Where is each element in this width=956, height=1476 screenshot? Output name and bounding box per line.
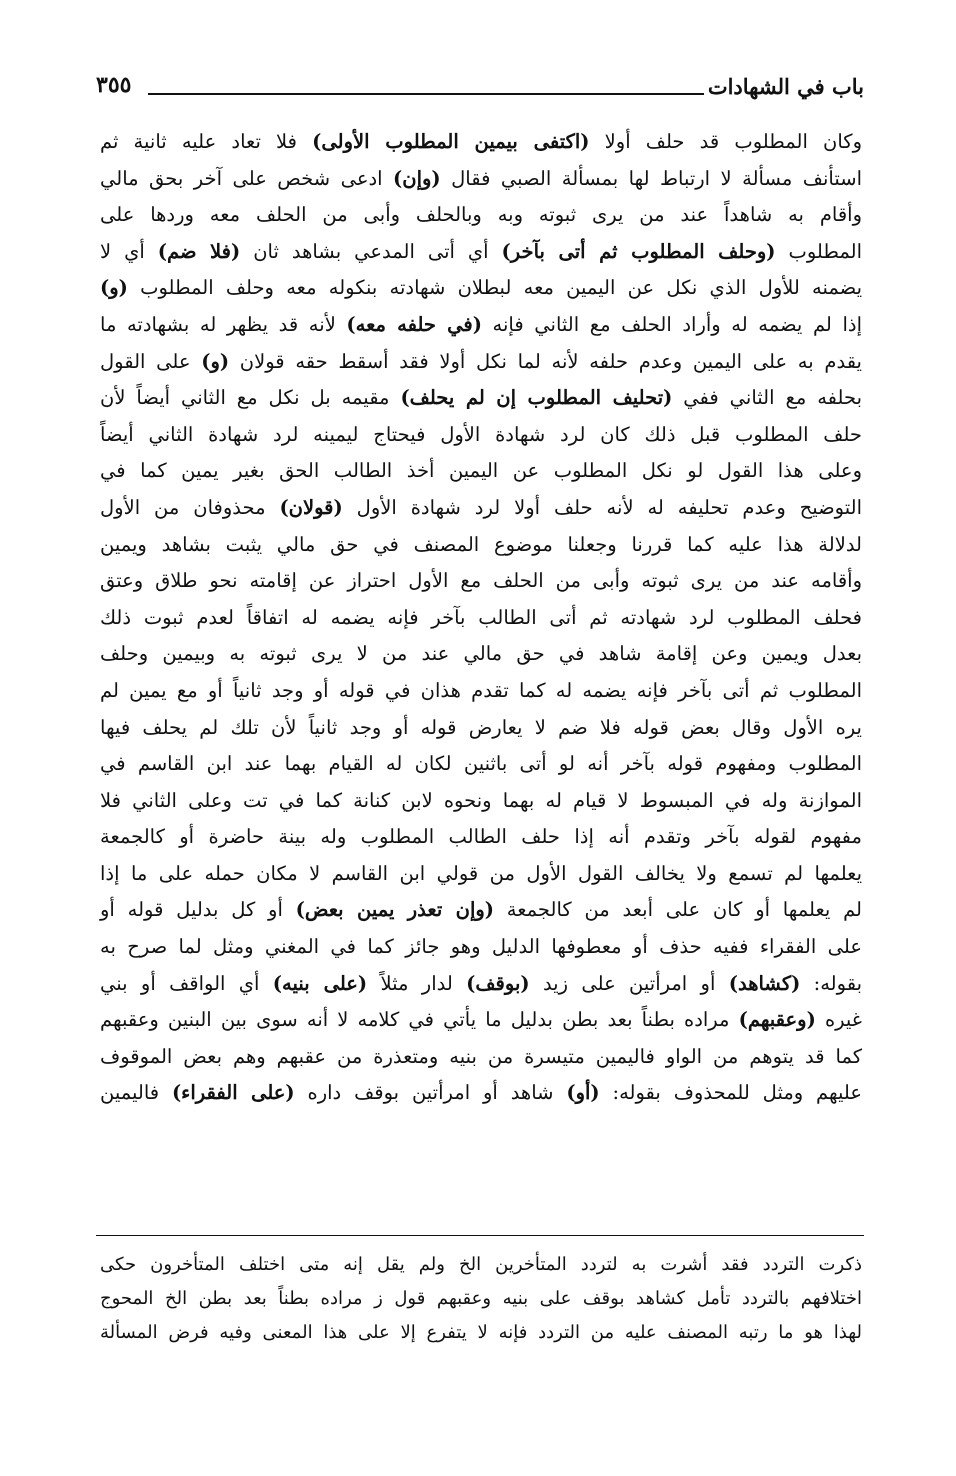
text-segment: لأنه قد يظهر له بشهادته ما [100,312,347,336]
text-segment: استأنف مسألة لا ارتباط لها بمسألة الصبي فقال [440,166,862,190]
text-segment: فحلف المطلوب لرد شهادته ثم أتى الطالب بآخر فإنه يضمه له اتفاقاً لعدم ثبوت ذلك [100,605,862,629]
text-line [100,600,862,637]
text-line [100,856,862,893]
text-segment: على القول [100,349,202,373]
text-line [100,417,862,454]
bold-matn-segment: (وإن تعذر يمين بعض) [295,898,494,922]
text-line [100,966,862,1003]
text-line [100,710,862,747]
bold-matn-segment: (و) [100,276,128,300]
text-segment: المطلوب ومفهوم قوله بآخر أنه لو أتى باثنين لكان له القيام بهما عند ابن القاسم في [100,752,862,776]
text-line [100,380,862,417]
text-line [100,783,862,820]
text-segment: لم يعلمها أو كان على أبعد من كالجمعة [494,898,862,922]
text-segment: لدار مثلاً [367,971,467,995]
text-line [100,197,862,234]
text-segment: بقوله: [800,971,862,995]
bold-matn-segment: (وحلف المطلوب ثم أتى بآخر) [501,239,776,263]
text-segment: أي لا [100,239,158,263]
text-line [100,1002,862,1039]
bold-matn-segment: (على بنيه) [272,971,368,995]
text-segment: على الفقراء ففيه حذف أو معطوفها الدليل وهو جائز كما في المغني ومثل لما صرح به [100,935,862,959]
page-number: ٣٥٥ [96,72,132,98]
text-segment: محذوفان من الأول [100,495,280,519]
text-line [100,673,862,710]
text-segment: يقدم به على اليمين وعدم حلفه لأنه لما نكل أولا فقد أسقط حقه قولان [229,349,862,373]
text-line [100,161,862,198]
text-line [100,563,862,600]
footnote-line: ذكرت التردد فقد أشرت به لتردد المتأخرين الخ ولم يقل إنه متى اختلف المتأخرون حكى [100,1254,862,1275]
text-segment: كما قد يتوهم من الواو فاليمين متيسرة من بنيه ومتعذرة من عقبهم وهم بعض الموقوف [100,1044,862,1068]
text-line [100,307,862,344]
footnote-divider [96,1235,864,1236]
text-line [100,344,862,381]
text-line [100,453,862,490]
text-line [100,1039,862,1076]
text-segment: وأقامه عند من يرى ثبوته وأبى من الحلف مع الأول احتراز عن إقامته نحو طلاق وعتق [100,569,862,593]
text-segment: وأقام به شاهداً عند من يرى ثبوته وبه وبالحلف وأبى من الحلف معه وردها على [100,203,862,227]
text-segment: شاهد أو امرأتين بوقف داره [294,1081,567,1105]
text-segment: مراده بطناً بعد بطن بدليل ما يأتي في كلامه لا أنه سوى بين البنين وعقبهم [100,1008,739,1032]
bold-matn-segment: (وعقبهم) [738,1008,816,1032]
text-segment: التوضيح وعدم تحليفه له لأنه حلف أولا لرد شهادة الأول [342,495,863,519]
text-segment: وعلى هذا القول لو نكل المطلوب عن اليمين أخذ الطالب الحق بغير يمين كما في [100,459,862,483]
text-segment: أو كل بدليل قوله أو [100,898,296,922]
text-segment: حلف المطلوب قبل ذلك كان لرد شهادة الأول فيحتاج ليمينه لرد شهادة الثاني أيضاً [100,422,862,446]
text-segment: يضمنه للأول الذي نكل عن اليمين معه لبطلان شهادته بنكوله معه وحلف المطلوب [127,276,862,300]
bold-matn-segment: (في حلفه معه) [346,312,482,336]
bold-matn-segment: (كشاهد) [728,971,801,995]
bold-matn-segment: (قولان) [279,495,343,519]
bold-matn-segment: (و) [201,349,230,373]
bold-matn-segment: (بوقف) [466,971,530,995]
text-segment: إذا لم يضمه له وأراد الحلف مع الثاني فإنه [481,312,862,336]
text-line [100,270,862,307]
main-text [100,124,862,1112]
bold-matn-segment: (اكتفى بيمين المطلوب الأولى) [312,130,590,153]
text-line [100,1075,862,1112]
text-segment: المطلوب [775,239,862,263]
footnote-line: لهذا هو ما رتبه المصنف عليه من التردد فإنه لا يتفرع إلا على هذا المعنى وفيه فرض المسألة [100,1322,862,1343]
text-segment: بحلفه مع الثاني ففي [672,386,863,410]
text-line [100,124,862,161]
text-segment: مفهوم لقوله بآخر وتقدم أنه إذا حلف الطالب المطلوب وله بينة حاضرة أو كالجمعة [100,825,862,849]
text-segment: فلا تعاد عليه ثانية ثم [100,130,313,153]
text-segment: يره الأول وقال بعض قوله فلا ضم لا يعارض قوله أو وجد ثانياً لأن تلك لم يحلف فيها [100,715,862,739]
bold-matn-segment: (وإن) [393,166,441,190]
bold-matn-segment: (تحليف المطلوب إن لم يحلف) [400,386,673,410]
text-segment: فاليمين [100,1081,172,1105]
text-line [100,746,862,783]
text-line [100,636,862,673]
bold-matn-segment: (أو) [566,1081,600,1105]
text-line [100,929,862,966]
bold-matn-segment: (فلا ضم) [157,239,241,263]
text-segment: أي أتى المدعي بشاهد ثان [240,239,502,263]
text-segment: غيره [815,1008,863,1032]
text-segment: المطلوب ثم أتى بآخر فإنه يضمه له كما تقدم هذان في قوله أو وجد ثانياً أو مع يمين لم [100,678,862,702]
text-segment: ادعى شخص على آخر بحق مالي [100,166,394,190]
header-rule [148,93,704,95]
text-line [100,527,862,564]
text-line [100,490,862,527]
page-header [96,68,864,108]
text-segment: أو امرأتين على زيد [529,971,729,995]
text-segment: وكان المطلوب قد حلف أولا [589,130,862,153]
footnote [100,1248,862,1350]
chapter-title: باب في الشهادات [707,74,864,99]
text-segment: الموازنة وله في المبسوط لا قيام له بهما ونحوه لابن كنانة كما في تت وعلى الثاني فلا [100,788,862,812]
text-line [100,819,862,856]
footnote-line: اختلافهم بالتردد تأمل كشاهد بوقف على بنيه وعقبهم قول ز مراده بطناً بعد بطن الخ المحوج [100,1288,862,1309]
text-segment: لدلالة هذا عليه كما قررنا وجعلنا موضوع المصنف في حق مالي يثبت بشاهد ويمين [100,532,862,556]
text-line [100,892,862,929]
bold-matn-segment: (على الفقراء) [171,1081,295,1105]
text-segment: بعدل ويمين وعن إقامة شاهد في حق مالي عند من لا يرى ثبوته به وبيمين وحلف [100,642,862,666]
text-segment: مقيمه بل نكل مع الثاني أيضاً لأن [100,386,401,410]
text-line [100,234,862,271]
text-segment: يعلمها لم تسمع ولا يخالف القول الأول من قولي ابن القاسم لا مكان حمله على ما إذا [100,861,862,885]
text-segment: أي الواقف أو بني [100,971,273,995]
text-segment: عليهم ومثل للمحذوف بقوله: [599,1081,862,1105]
